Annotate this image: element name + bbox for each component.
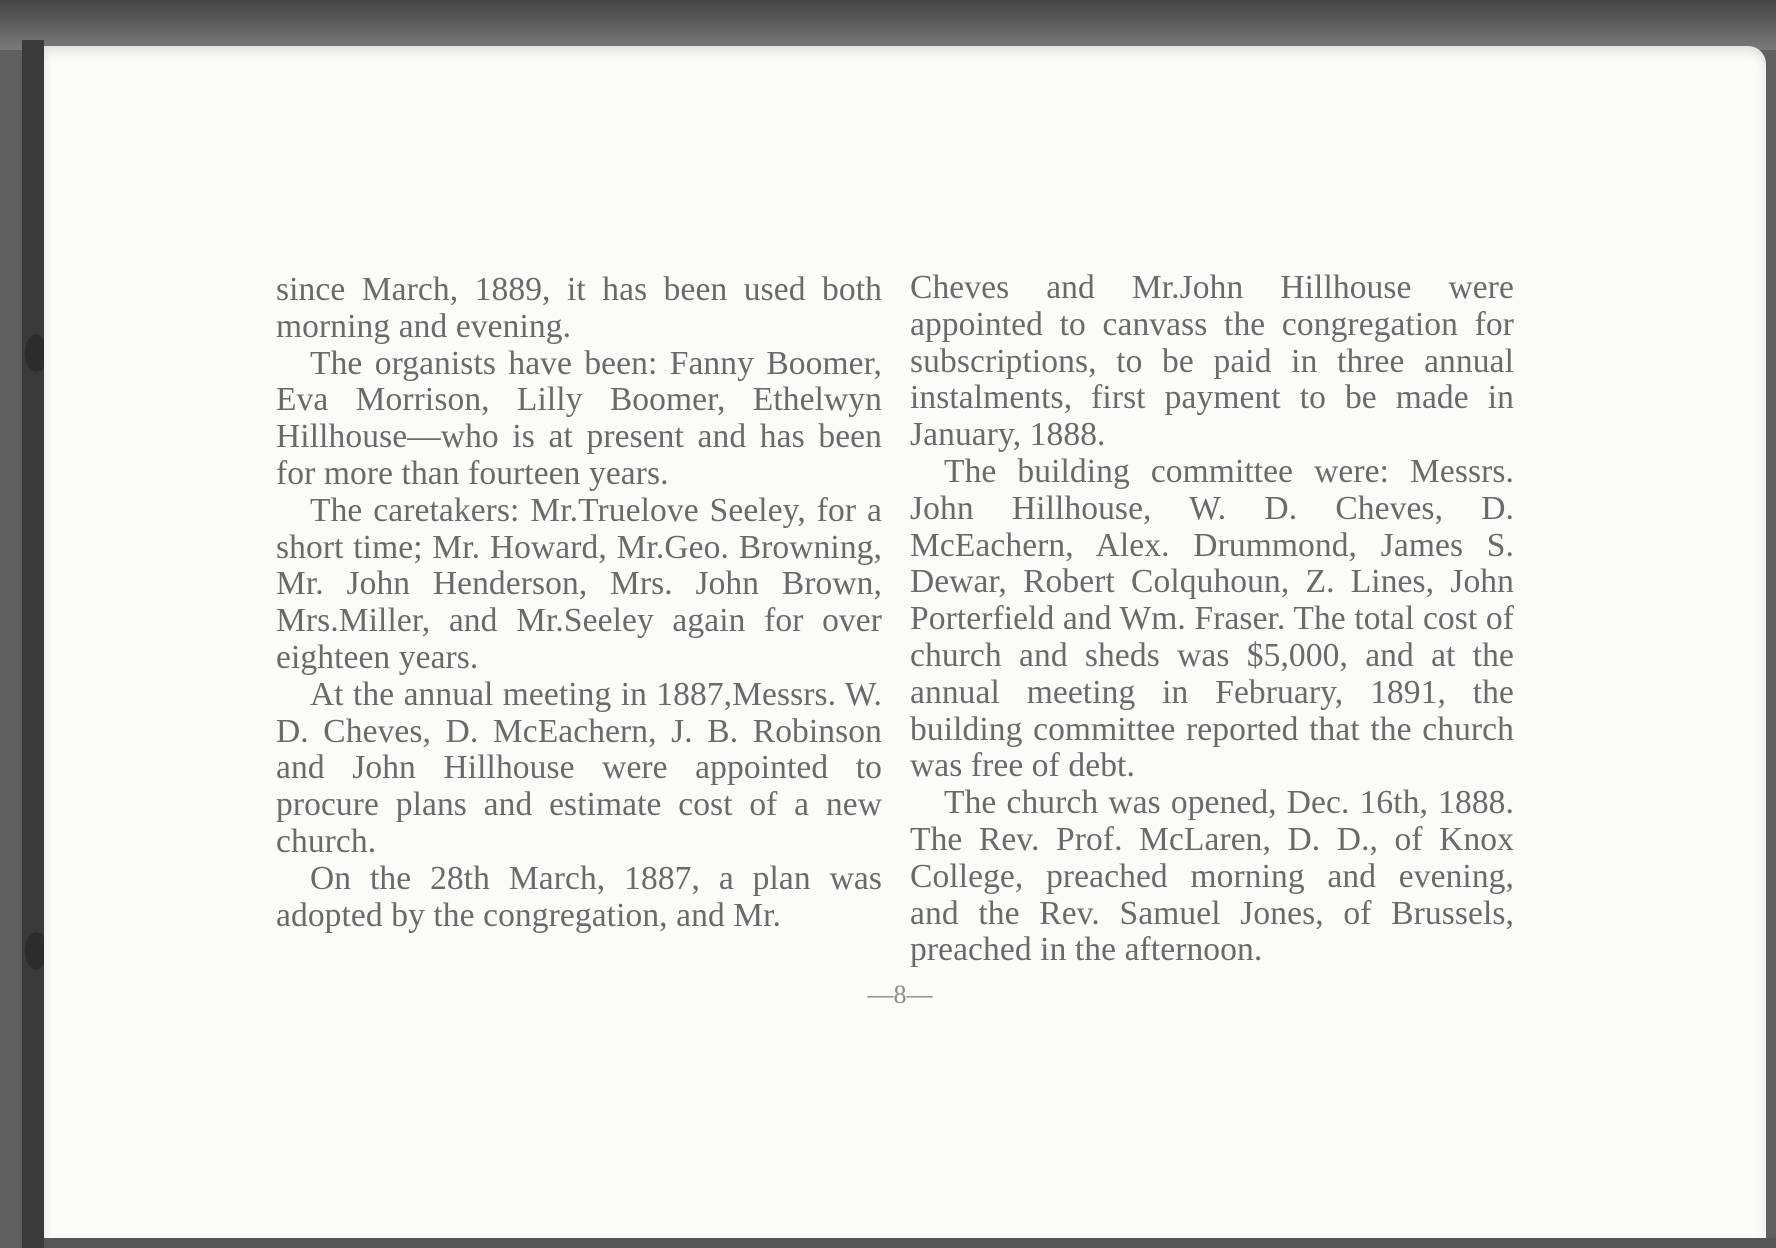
paragraph: The building committee were: Messrs. John Hillhouse, W. D. Cheves, D. McEachern, Alex. Drummond, James S. Dewar, Robert Colquhoun, Z. Lines, John Porterfield and Wm. Fraser. The total cost of church and sheds was $5,000, and at the annual meeting in February, 1891, the building committee reported that the church was free of debt. (910, 452, 1514, 785)
page-number: —8— (867, 980, 933, 1009)
paragraph: The organists have been: Fanny Boomer, Eva Morrison, Lilly Boomer, Ethelwyn Hillhouse—who is at present and has been for more than fourteen years. (276, 344, 882, 492)
paragraph: On the 28th March, 1887, a plan was adopted by the congregation, and Mr. (276, 859, 882, 934)
paragraph: since March, 1889, it has been used both morning and evening. (276, 271, 882, 345)
paragraph: The caretakers: Mr.Truelove Seeley, for a short time; Mr. Howard, Mr.Geo. Browning, Mr. John Henderson, Mrs. John Brown, Mrs.Miller, and Mr.Seeley again for over eighteen years. (276, 491, 882, 676)
left-text-column (276, 272, 882, 934)
paragraph: Cheves and Mr.John Hillhouse were appointed to canvass the congregation for subscriptions, to be paid in three annual instalments, first payment to be made in January, 1888. (910, 269, 1514, 454)
paragraph: At the annual meeting in 1887,Messrs. W. D. Cheves, D. McEachern, J. B. Robinson and John Hillhouse were appointed to procure plans and estimate cost of a new church. (276, 675, 882, 860)
right-text-column (910, 270, 1514, 969)
paragraph: The church was opened, Dec. 16th, 1888. The Rev. Prof. McLaren, D. D., of Knox College, preached morning and evening, and the Rev. Samuel Jones, of Brussels, preached in the afternoon. (910, 784, 1514, 969)
scan-background-bottom (44, 1238, 1776, 1248)
binding-edge (22, 40, 44, 1248)
scan-background-top (0, 0, 1776, 50)
